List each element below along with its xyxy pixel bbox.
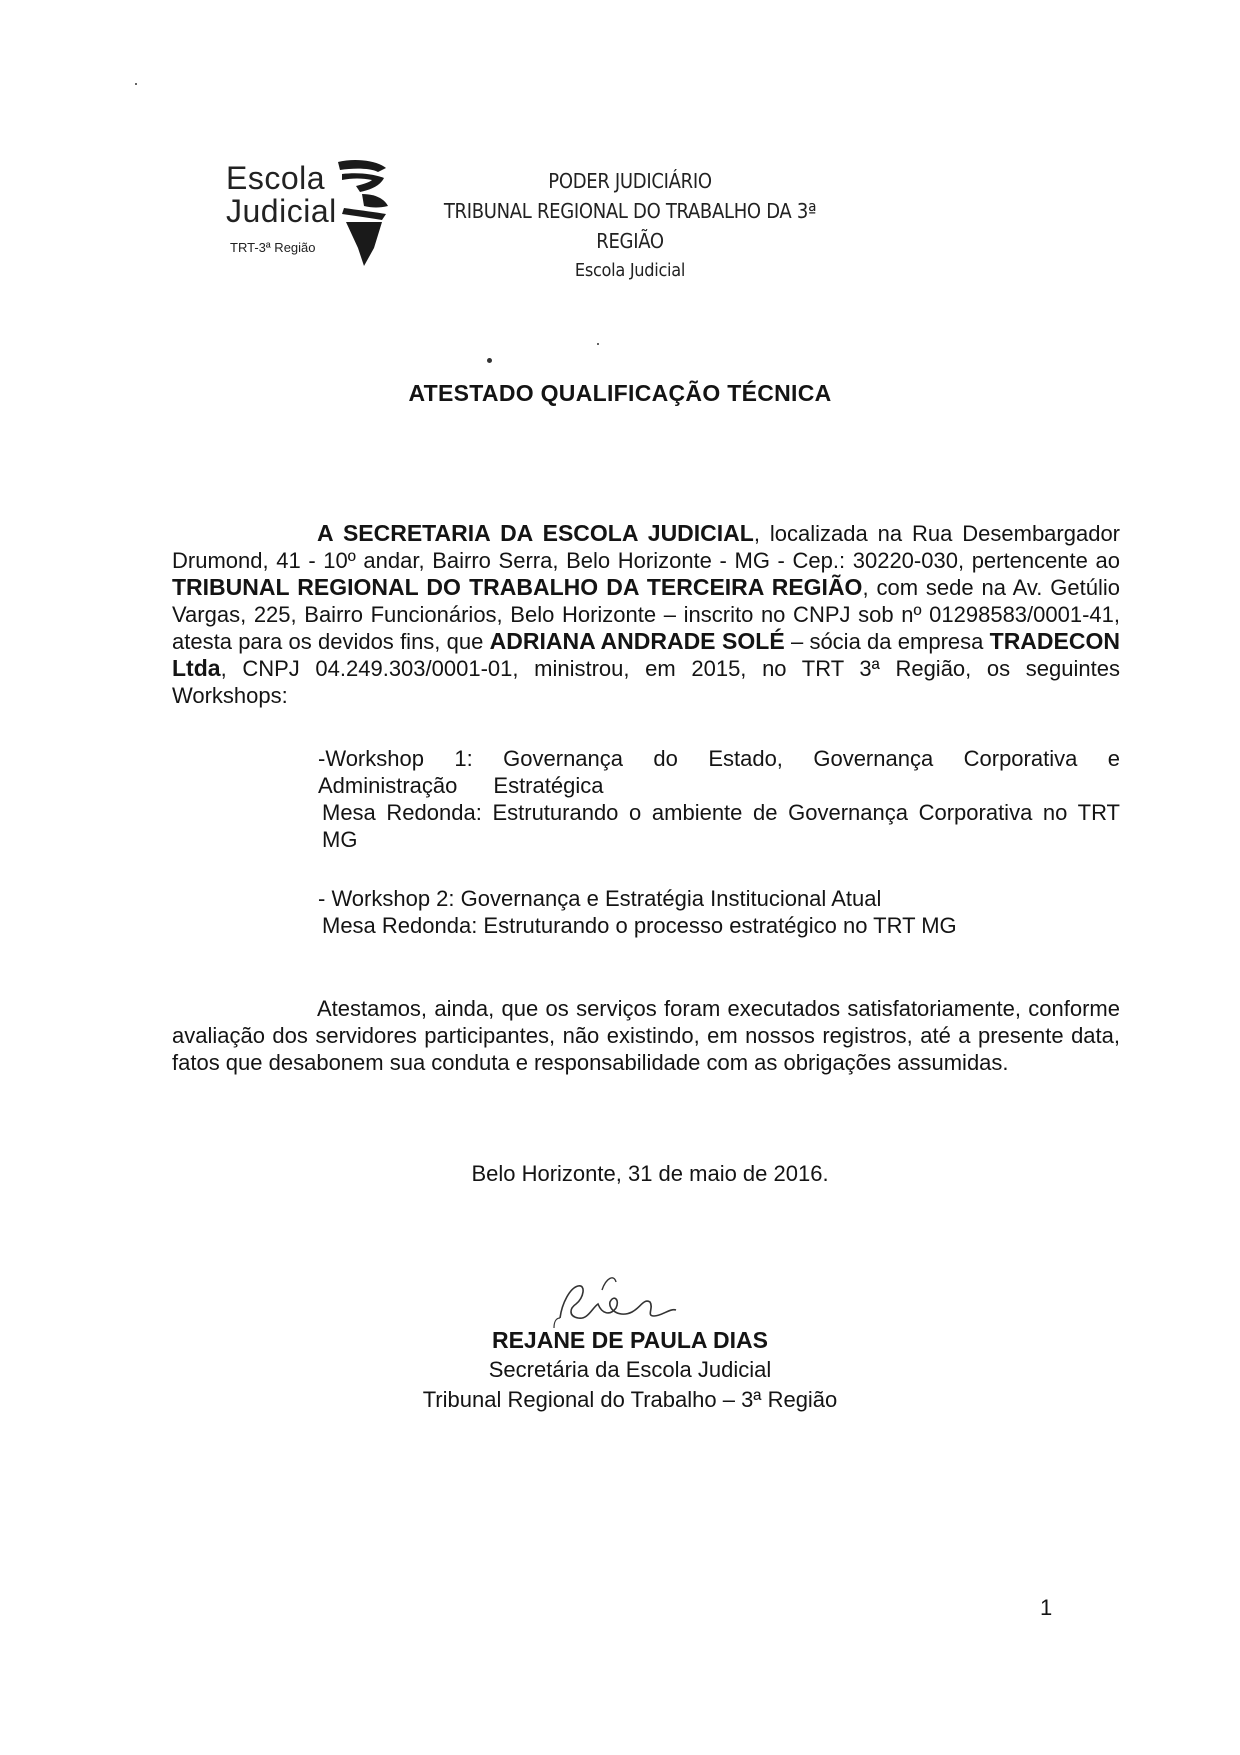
signature-block	[400, 1325, 860, 1415]
paragraph-text: – sócia da empresa	[784, 629, 990, 654]
workshop-1	[318, 745, 1120, 853]
document-date: Belo Horizonte, 31 de maio de 2016.	[471, 1161, 829, 1186]
header-line-poder: PODER JUDICIÁRIO	[548, 169, 712, 193]
tribunal-name: TRIBUNAL REGIONAL DO TRABALHO DA TERCEIRA REGIÃO	[172, 574, 863, 600]
paragraph-text: , CNPJ 04.249.303/0001-01, ministrou, em 2015, no TRT 3ª Região, os seguintes Workshops:	[172, 656, 1120, 708]
institution-header	[420, 166, 840, 286]
escola-judicial-logo	[226, 150, 396, 270]
header-line-tribunal: TRIBUNAL REGIONAL DO TRABALHO DA 3ª REGIÃO	[443, 199, 817, 253]
workshop-1-title: -Workshop 1: Governança do Estado, Governança Corporativa e	[318, 746, 1120, 771]
workshop-1-title-part: Estratégica	[493, 773, 604, 798]
company-name: TRADECON Ltda	[172, 628, 1120, 681]
logo-3-mark-icon	[334, 156, 394, 266]
header-line-escola: Escola Judicial	[574, 260, 686, 281]
logo-subtitle: TRT-3ª Região	[230, 240, 316, 255]
scan-speck	[487, 358, 492, 363]
secretaria-name: A SECRETARIA DA ESCOLA JUDICIAL	[317, 520, 754, 546]
signatory-role: Secretária da Escola Judicial	[488, 1357, 772, 1382]
paragraph-attestation	[172, 520, 1120, 709]
workshop-1-title-cont	[318, 772, 1120, 799]
workshop-2-mesa-redonda: Mesa Redonda: Estruturando o processo estratégico no TRT MG	[322, 913, 957, 938]
person-name: ADRIANA ANDRADE SOLÉ	[489, 628, 785, 654]
logo-word-judicial: Judicial	[226, 193, 337, 229]
scan-speck	[135, 83, 137, 85]
paragraph-conclusion: Atestamos, ainda, que os serviços foram executados satisfatoriamente, conforme avaliação dos servidores participantes, não existindo, em nossos registros, até a presente data, fatos que desabonem sua conduta e responsabilidade com as obrigações assumidas.	[172, 996, 1120, 1075]
workshop-2-title: - Workshop 2: Governança e Estratégia Institucional Atual	[318, 886, 882, 911]
workshop-2	[318, 885, 1120, 939]
signatory-name: REJANE DE PAULA DIAS	[491, 1327, 769, 1353]
scan-speck	[597, 343, 599, 345]
signatory-organization: Tribunal Regional do Trabalho – 3ª Região	[422, 1387, 838, 1412]
logo-word-escola: Escola	[226, 160, 326, 196]
document-title: ATESTADO QUALIFICAÇÃO TÉCNICA	[408, 380, 832, 406]
workshop-1-mesa-redonda: Mesa Redonda: Estruturando o ambiente de Governança Corporativa no TRT MG	[322, 800, 1120, 852]
page-number: 1	[1040, 1595, 1053, 1620]
workshop-1-title-part: Administração	[318, 773, 458, 798]
paragraph-text: , com sede na Av. Getúlio Vargas, 225, Bairro Funcionários, Belo Horizonte – inscrito no CNPJ sob nº 01298583/0001-41, atesta para os devidos fins, que	[172, 575, 1120, 654]
paragraph-text: , localizada na Rua Desembargador Drumond, 41 - 10º andar, Bairro Serra, Belo Horizonte - MG - Cep.: 30220-030, pertencente ao	[172, 521, 1121, 573]
